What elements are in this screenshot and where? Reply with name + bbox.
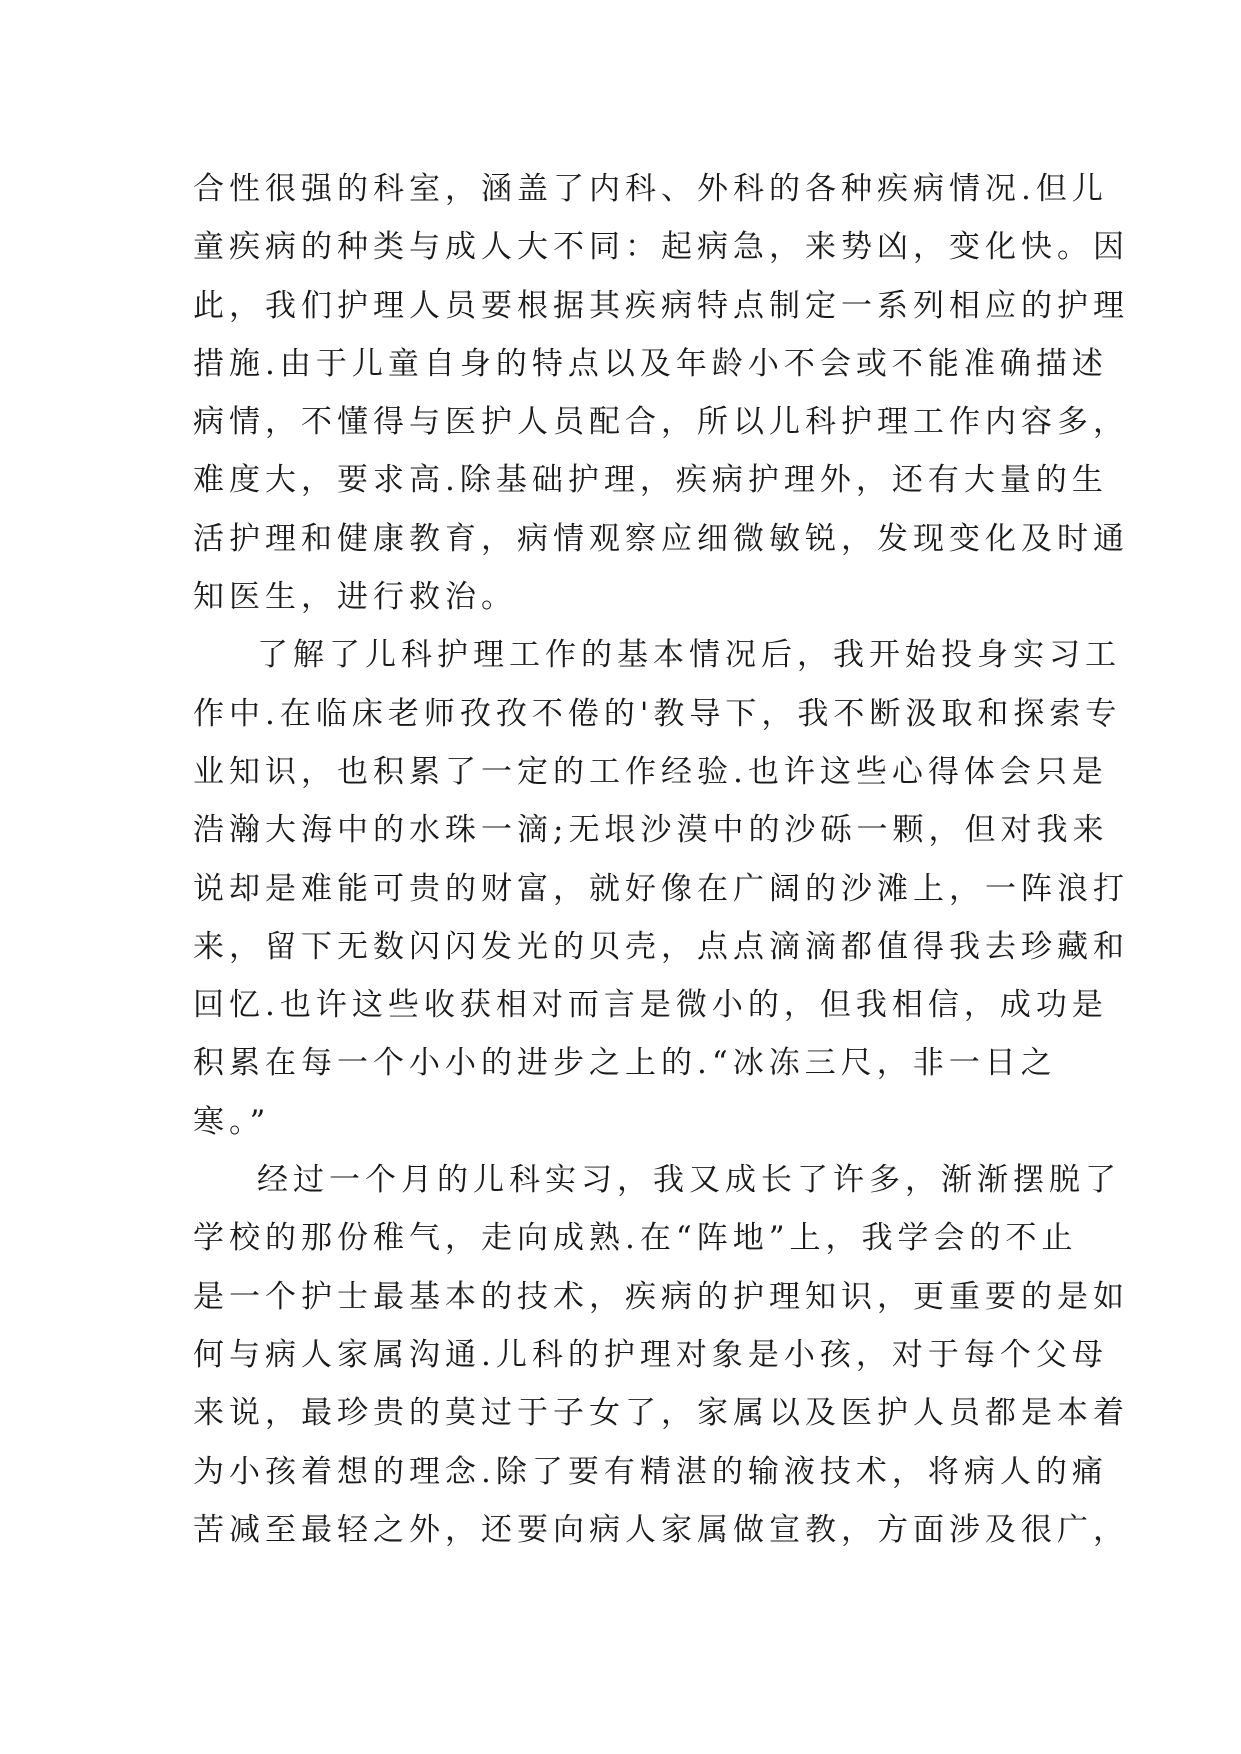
text-line: 浩瀚大海中的水珠一滴;无垠沙漠中的沙砾一颗，但对我来 (193, 812, 1109, 849)
text-line: 积累在每一个小小的进步之上的.“冰冻三尺，非一日之 (193, 1045, 1057, 1082)
text-line: 来说，最珍贵的莫过于子女了，家属以及医护人员都是本着 (193, 1395, 1129, 1432)
text-line: 活护理和健康教育，病情观察应细微敏锐，发现变化及时通 (193, 520, 1129, 557)
text-line: 合性很强的科室，涵盖了内科、外科的各种疾病情况.但儿 (193, 171, 1108, 207)
text-line: 何与病人家属沟通.儿科的护理对象是小孩，对于每个父母 (193, 1336, 1108, 1373)
text-line: 学校的那份稚气，走向成熟.在“阵地”上，我学会的不止 (193, 1220, 1078, 1257)
text-line: 作中.在临床老师孜孜不倦的'教导下，我不断汲取和探索专 (193, 695, 1122, 732)
text-line: 说却是难能可贵的财富，就好像在广阔的沙滩上，一阵浪打 (193, 870, 1129, 907)
text-line: 苦减至最轻之外，还要向病人家属做宣教，方面涉及很广， (193, 1511, 1129, 1548)
body-text (193, 160, 1129, 1559)
text-line: 业知识，也积累了一定的工作经验.也许这些心得体会只是 (193, 753, 1108, 790)
text-line: 是一个护士最基本的技术，疾病的护理知识，更重要的是如 (193, 1278, 1129, 1315)
text-line: 难度大，要求高.除基础护理，疾病护理外，还有大量的生 (193, 462, 1108, 499)
paragraph-first-line: 了解了儿科护理工作的基本情况后，我开始投身实习工 (257, 637, 1121, 674)
text-line: 寒。” (193, 1103, 271, 1140)
text-line: 病情，不懂得与医护人员配合，所以儿科护理工作内容多， (193, 404, 1129, 441)
text-line: 回忆.也许这些收获相对而言是微小的，但我相信，成功是 (193, 987, 1108, 1024)
text-line: 为小孩着想的理念.除了要有精湛的输液技术，将病人的痛 (193, 1453, 1108, 1490)
text-line: 措施.由于儿童自身的特点以及年龄小不会或不能准确描述 (193, 345, 1108, 382)
text-line: 童疾病的种类与成人大不同：起病急，来势凶，变化快。因 (193, 229, 1129, 266)
paragraph-first-line: 经过一个月的儿科实习，我又成长了许多，渐渐摆脱了 (257, 1162, 1121, 1199)
text-line: 知医生，进行救治。 (193, 579, 517, 616)
text-line: 此，我们护理人员要根据其疾病特点制定一系列相应的护理 (193, 287, 1129, 324)
text-line: 来，留下无数闪闪发光的贝壳，点点滴滴都值得我去珍藏和 (193, 928, 1129, 965)
